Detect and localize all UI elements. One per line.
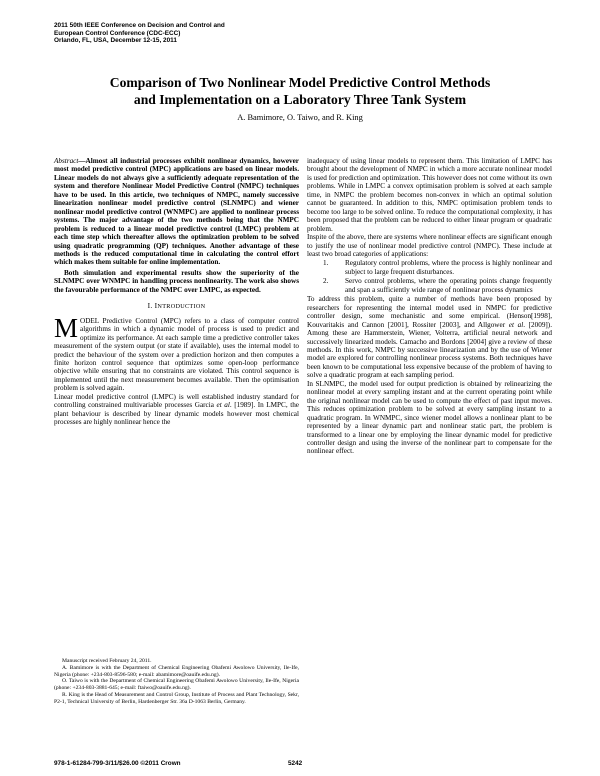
list-item-text: Servo control problems, where the operating points change frequently and span a sufficiently wide range of nonlinear process dynamics bbox=[345, 277, 552, 294]
body-paragraph-limitations: inadequacy of using linear models to represent them. This limitation of LMPC has brought about the development of NMPC in which a more accurate nonlinear model is used for prediction and optimization. This however does not come without its own problems. While in LMPC a convex optimisation problem is solved at each sample time, in NMPC the problem becomes non-convex in which an optimal solution cannot be guaranteed. In addition to this, NMPC optimisation problem tends to become too large to be solved online. To reduce the computational complexity, it has been proposed that the problem can be reduced to either linear program or quadratic problem. bbox=[307, 157, 552, 233]
title-line-1: Comparison of Two Nonlinear Model Predictive Control Methods bbox=[109, 75, 491, 90]
conference-line-1: 2011 50th IEEE Conference on Decision and Control and bbox=[54, 22, 225, 29]
section-title-initial: I bbox=[154, 301, 158, 311]
footer-isbn: 978-1-61284-799-3/11/$26.00 ©2011 Crown bbox=[54, 760, 181, 767]
intro-paragraph-2 bbox=[54, 393, 299, 427]
right-column bbox=[307, 157, 552, 456]
body-paragraph-methods bbox=[307, 295, 552, 380]
intro-paragraph-2-italic: et al bbox=[216, 401, 230, 410]
paper-title bbox=[30, 74, 570, 108]
body-paragraph-applications: Inspite of the above, there are systems where nonlinear effects are significant enough to justify the use of nonlinear model predictive control (NMPC). These include at least two broad categories of applications: bbox=[307, 233, 552, 258]
abstract-lead: Abstract bbox=[54, 157, 79, 165]
intro-paragraph-2-text-b: . [1989]. In LMPC, the plant behaviour is described by linear dynamic models however most chemical processes are highly nonlinear hence the bbox=[54, 401, 299, 427]
section-number: I. bbox=[147, 301, 153, 311]
footnote-author-3: R. King is the Head of Measurement and Control Group, Institute of Process and Plant Technology, Sekr, P2-1, Technical University of Berlin, Hardenberger Str. 36a D-1063 Berlin, Germany. bbox=[54, 691, 299, 705]
abstract-text: Almost all industrial processes exhibit nonlinear dynamics, however most model predictive control (MPC) applications are based on linear models. Linear models do not always give a sufficiently adequate representation of the system and therefore Nonlinear Model Predictive Control (NMPC) techniques have to be used. In this article, two techniques of NMPC, namely successive linearization nonlinear model predictive control (SLNMPC) and wiener nonlinear model predictive control (WNMPC) are applied to nonlinear process systems. The major advantage of the two methods being that the NMPC problem is reduced to a linear model predictive control (LMPC) problem at each time step which thereafter allows the optimization problem to be solved using quadratic programming (QP) techniques. Another advantage of these methods is the reduced computational time in calculating the control effort which makes them suitable for online implementation. bbox=[54, 157, 299, 267]
methods-italic: et al bbox=[508, 320, 524, 329]
title-line-2: and Implementation on a Laboratory Three Tank System bbox=[133, 92, 467, 107]
footnotes bbox=[54, 658, 299, 706]
applications-list bbox=[307, 259, 552, 294]
intro-paragraph-1 bbox=[54, 312, 299, 393]
intro-paragraph-1-text: ODEL Predictive Control (MPC) refers to a class of computer control algorithms in which a dynamic model of process is used to predict and optimize its performance. At each sample time a predictive controller takes measurement of the system output (or state if available), uses the internal model to predict the behaviour of the system over a prediction horizon and then computes a finite horizon control sequence that optimizes some open-loop performance objective while ensuring that no constraints are violated. This control sequence is implemented until the next measurement becomes available. Then the optimisation problem is solved again. bbox=[54, 316, 299, 393]
methods-text-a: To address this problem, quite a number of methods have been proposed by researchers for representing the internal model used in NMPC for predictive controller design, some mechanistic and some empirical. (Henson[1998], Kouvaritakis and Cannon [2001], Rossiter [2003], and Allgower bbox=[307, 295, 552, 329]
footer-page-number: 5242 bbox=[288, 760, 303, 767]
list-item-number: 1. bbox=[323, 259, 329, 268]
footnote-author-2: O. Taiwo is with the Department of Chemical Engineering Obafemi Awolowo University, Ile-Ife, Nigeria (phone: +234-803-3881-645; e-mail: ftaiwo@oauife.edu.ng). bbox=[54, 678, 299, 692]
abstract-paragraph bbox=[54, 157, 299, 267]
conference-line-2: European Control Conference (CDC-ECC) bbox=[54, 29, 181, 37]
drop-cap-letter: M bbox=[54, 312, 79, 343]
abstract-paragraph-2: Both simulation and experimental results show the superiority of the SLNMPC over WNMPC in handling process nonlinearity. The work also shows the favourable performance of the NMPC over LMPC, as expected. bbox=[54, 268, 299, 294]
intro-paragraph-2-text-a: Linear model predictive control (LMPC) is well established industry standard for controlling constrained multivariable processes Garcia bbox=[54, 392, 299, 410]
list-item bbox=[307, 259, 552, 276]
list-item-text: Regulatory control problems, where the process is highly nonlinear and subject to large frequent disturbances. bbox=[345, 259, 552, 276]
body-paragraph-slnmpc: In SLNMPC, the model used for output prediction is obtained by relinearizing the nonlinear model at every sampling instant and at the current operating point while the original nonlinear model can be used to compute the effect of past input moves. This reduces optimization problem to be solved at every sampling instant to a quadratic program. In WNMPC, since wiener model allows a nonlinear plant to be represented by a linear dynamic part and nonlinear static part, the problem is transformed to a linear one by employing the linear dynamic model for predictive controller design and using the inverse of the nonlinear part to compensate for the nonlinear effect. bbox=[307, 379, 552, 456]
methods-text-b: . [2009]). Among these are Hammerstein, Wiener, Volterra, artificial neural network and successively linearized models. Camacho and Bordons [2004] give a review of these methods. In this work, NMPC by successive linearization and by the use of Wiener model are explored for controlling nonlinear process systems. Both techniques have been known to be computational less expensive because of the problem of having to solve a quadratic program at each sampling period. bbox=[307, 320, 552, 380]
author-list: A. Bamimore, O. Taiwo, and R. King bbox=[237, 113, 363, 122]
section-title-rest: NTRODUCTION bbox=[157, 303, 206, 311]
conference-line-3: Orlando, FL, USA, December 12-15, 2011 bbox=[54, 37, 177, 45]
left-column bbox=[54, 157, 299, 427]
footnote-author-1: A. Bamimore is with the Department of Chemical Engineering Obafemi Awolowo University, Ile-Ife, Nigeria (phone: +234-803-8596-580; e-mail: abamimore@oauife.edu.ng). bbox=[54, 664, 299, 678]
list-item-number: 2. bbox=[323, 277, 329, 286]
abstract-dash: — bbox=[78, 157, 86, 165]
section-heading-introduction bbox=[54, 302, 299, 311]
list-item bbox=[307, 277, 552, 294]
footnote-received: Manuscript received February 24, 2011. bbox=[62, 658, 152, 664]
conference-header bbox=[54, 22, 314, 45]
